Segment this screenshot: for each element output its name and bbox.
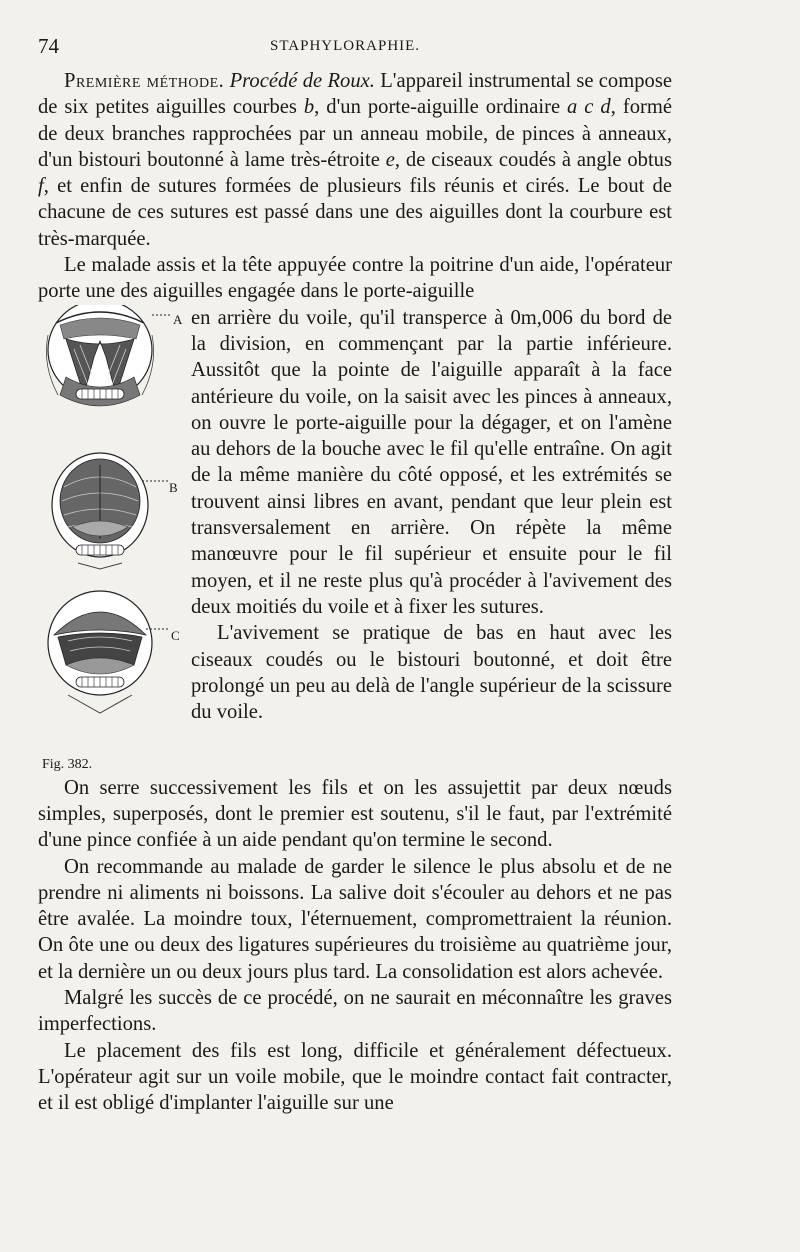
paragraph-2-continued: en arrière du voile, qu'il transperce à 0m,006 du bord de la division, en commençant par la partie inférieure. Aussitôt que la pointe de l'aiguille apparaît à la face antérieure du voile, on la saisit avec les pinces à anneaux, on ouvre le porte-aiguille pour la dégager, et on l'amène au dehors de la bouche avec le fil qu'elle entraîne. On agit de la même manière du côté opposé, et les extrémités se trouvent ainsi libres en avant, pendant que leur plein est transversalement en arrière. On répète la même manœuvre pour le fil supérieur et ensuite pour le fil moyen, et il ne reste plus qu'à procéder à l'avivement des deux moitiés du voile et à fixer les sutures.: [191, 306, 672, 618]
mouth-figure-b: [52, 453, 168, 569]
method-letter-e: e: [385, 148, 395, 171]
mouth-figure-c: [48, 591, 168, 713]
paragraph-7: Le placement des fils est long, difficile et généralement défectueux. L'opérateur agit sur un voile mobile, que le moindre contact fait contracter, et il est obligé d'implanter l'aiguille sur une: [38, 1039, 672, 1115]
running-title: STAPHYLORAPHIE.: [270, 38, 421, 54]
method-text-5: , et enfin de sutures formées de plusieurs fils réunis et cirés. Le bout de chacune de ces sutures est passé dans une des aiguilles dont la courbure est très-marquée.: [38, 175, 672, 250]
method-heading: Première méthode.: [64, 70, 225, 92]
method-text-2: , d'un porte-aiguille ordinaire: [314, 96, 568, 119]
paragraph-4: On serre successivement les fils et on les assujettit par deux nœuds simples, superposés, dont le premier est soutenu, s'il le faut, par l'extrémité d'une pince confiée à un aide pendant qu'on termine le second.: [38, 776, 672, 852]
method-text-1: L'appareil instrumental se compose de six petites aiguilles courbes: [38, 70, 672, 119]
method-letter-b: b: [303, 96, 315, 119]
figure-label-b: B: [169, 479, 178, 495]
mouth-figure-a: [46, 305, 172, 406]
method-text-3: , formé de deux branches rapprochées par un anneau mobile, de pinces à anneaux, d'un bistouri boutonné à lame très-étroite: [38, 96, 673, 171]
page-number: 74: [38, 34, 59, 58]
paragraph-5: On recommande au malade de garder le silence le plus absolu et de ne prendre ni aliments ni boissons. La salive doit s'écouler au dehors et ne pas être avalée. La moindre toux, l'éternuement, compromettraient la réunion. On ôte une ou deux des ligatures supérieures du troisième au quatrième jour, et la dernière un ou deux jours plus tard. La consolidation est alors achevée.: [38, 855, 672, 983]
wrapped-text: [191, 305, 672, 726]
figure-wrap-block: [38, 305, 672, 775]
method-letter-f: f: [38, 175, 44, 198]
paragraph-6: Malgré les succès de ce procédé, on ne saurait en méconnaître les graves imperfections.: [38, 987, 672, 1036]
figure-382: [38, 305, 191, 775]
paragraph-3: L'avivement se pratique de bas en haut avec les ciseaux coudés ou le bistouri boutonné, et doit être prolongé un peu au delà de l'angle supérieur de la scissure du voile.: [191, 622, 672, 724]
figure-label-c: C: [171, 627, 180, 643]
mouth-illustrations: [38, 305, 191, 745]
paragraph-method: [38, 68, 672, 252]
figure-caption: Fig. 382.: [42, 756, 93, 772]
method-text-4: , de ciseaux coudés à angle obtus: [394, 148, 672, 171]
body-text: [38, 68, 672, 1117]
method-subheading: Procédé de Roux.: [229, 70, 375, 92]
paragraph-2-intro: Le malade assis et la tête appuyée contre la poitrine d'un aide, l'opérateur porte une des aiguilles engagée dans le porte-aiguille: [38, 254, 672, 303]
method-letters-acd: a c d: [567, 96, 611, 119]
page-header: [38, 34, 680, 58]
figure-label-a: A: [173, 311, 183, 327]
